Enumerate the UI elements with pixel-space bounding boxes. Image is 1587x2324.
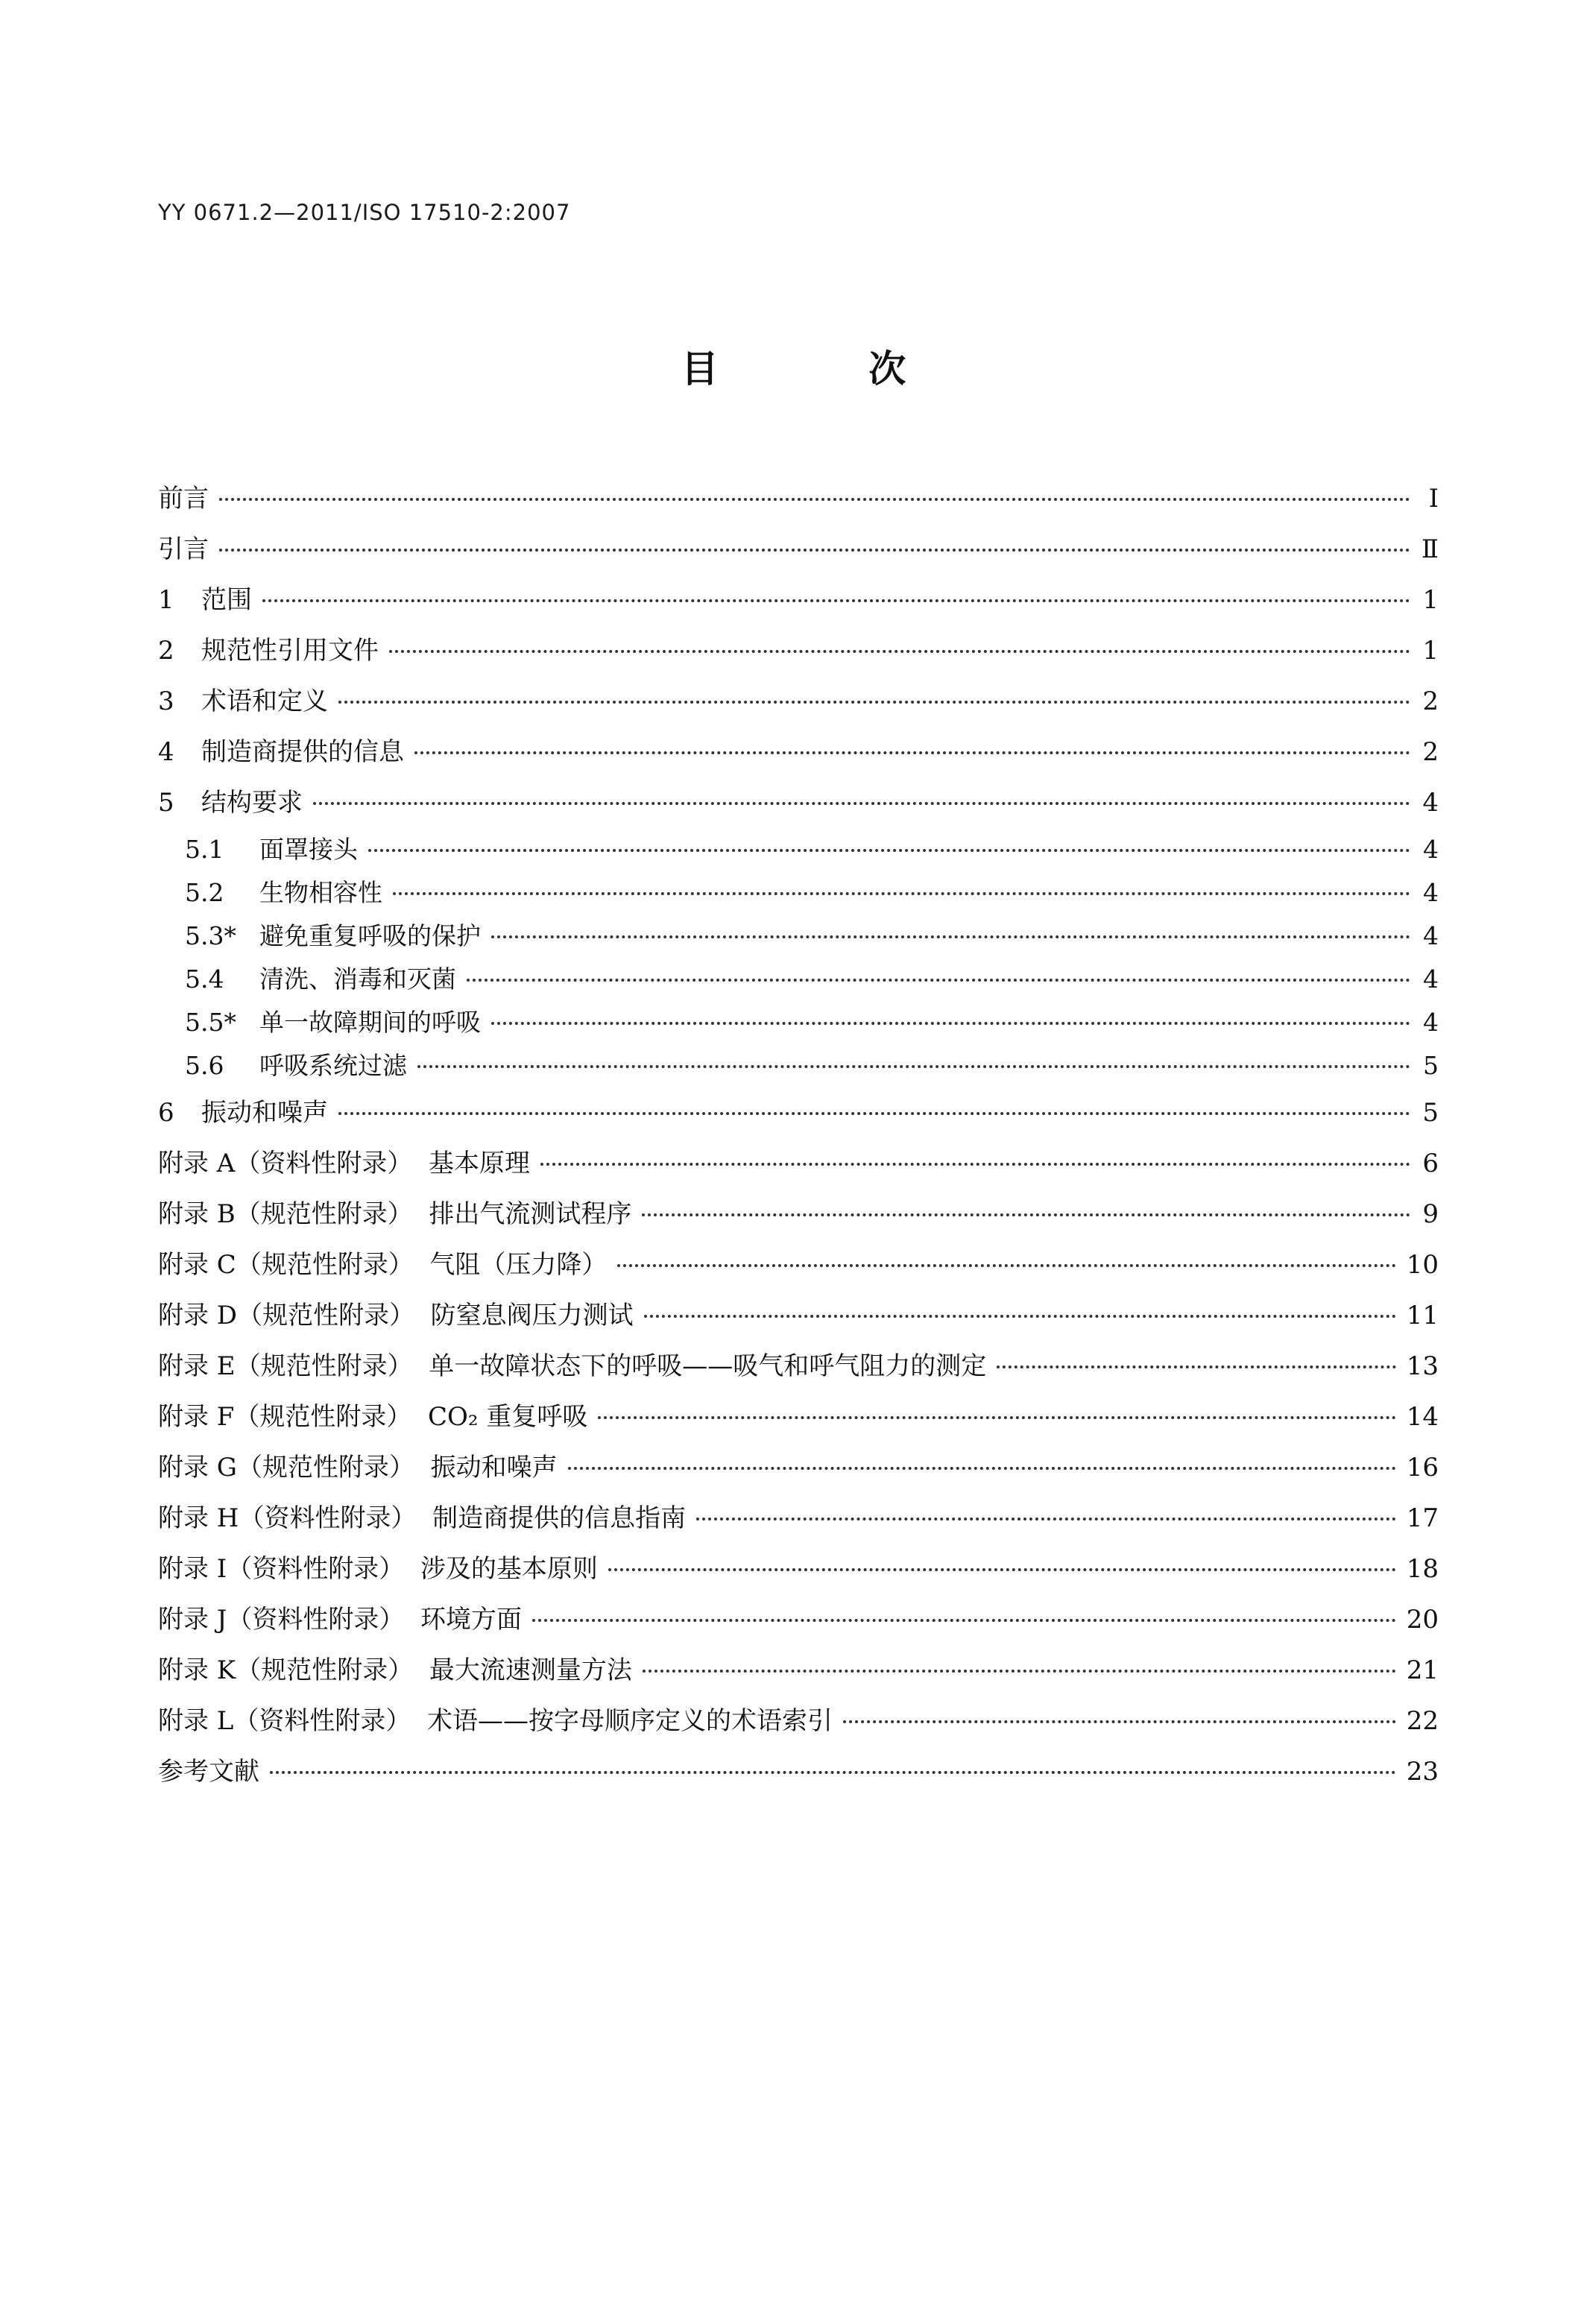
toc-entry[interactable]: [158, 1594, 1439, 1645]
toc-entry-page: 20: [1406, 1605, 1439, 1635]
toc-entry-page: 13: [1406, 1351, 1439, 1381]
toc-entry[interactable]: [158, 1044, 1439, 1087]
toc-entry-label: 术语和定义: [201, 686, 328, 716]
toc-entry[interactable]: [158, 1087, 1439, 1138]
toc-entry-page: 23: [1406, 1757, 1439, 1787]
toc-entry-number: 3: [158, 686, 174, 716]
page-title: 目 次: [681, 347, 975, 391]
toc-entry-number: 5.2: [185, 878, 224, 907]
toc-entry-label: 附录 D（规范性附录） 防窒息阀压力测试: [158, 1301, 634, 1330]
toc-entry[interactable]: [158, 1341, 1439, 1392]
dot-leader: [696, 1518, 1396, 1521]
dot-leader: [219, 549, 1410, 552]
toc-entry-label: 生物相容性: [259, 878, 382, 907]
toc-entry-page: 4: [1423, 878, 1439, 907]
dot-leader: [491, 1022, 1410, 1025]
toc-entry[interactable]: [158, 1746, 1439, 1797]
toc-entry-page: 1: [1422, 585, 1439, 615]
standard-code-header: YY 0671.2—2011/ISO 17510-2:2007: [158, 200, 571, 225]
dot-leader: [417, 1065, 1410, 1068]
dot-leader: [644, 1315, 1396, 1318]
toc-entry-page: Ⅱ: [1421, 534, 1439, 564]
toc-entry[interactable]: [158, 1696, 1439, 1746]
toc-entry[interactable]: [158, 1138, 1439, 1189]
dot-leader: [532, 1619, 1396, 1622]
toc-entry-page: 16: [1406, 1453, 1439, 1483]
dot-leader: [219, 498, 1410, 501]
toc-entry[interactable]: [158, 1645, 1439, 1696]
dot-leader: [467, 979, 1410, 982]
toc-entry-page: 2: [1422, 686, 1439, 716]
toc-entry-number: 5.1: [185, 835, 224, 864]
toc-entry-label: 面罩接头: [259, 835, 358, 864]
toc-entry[interactable]: [158, 777, 1439, 828]
toc-entry-page: 22: [1406, 1706, 1439, 1736]
toc-entry-label: 参考文献: [158, 1757, 259, 1787]
dot-leader: [414, 751, 1410, 754]
toc-entry[interactable]: [158, 1001, 1439, 1044]
toc-entry-page: 4: [1423, 1008, 1439, 1037]
toc-entry[interactable]: [158, 625, 1439, 676]
dot-leader: [389, 650, 1410, 653]
toc-entry[interactable]: [158, 1240, 1439, 1290]
toc-entry-page: 5: [1423, 1051, 1439, 1080]
dot-leader: [338, 701, 1410, 704]
toc-entry-label: 规范性引用文件: [201, 636, 379, 666]
toc-entry-page: 10: [1406, 1250, 1439, 1280]
toc-entry-label: 振动和噪声: [201, 1098, 328, 1128]
dot-leader: [368, 849, 1410, 852]
toc-entry-label: 范围: [201, 585, 252, 615]
dot-leader: [598, 1416, 1395, 1419]
toc-entry-label: 附录 I（资料性附录） 涉及的基本原则: [158, 1554, 598, 1584]
toc-entry-number: 4: [158, 737, 174, 767]
toc-entry[interactable]: [158, 473, 1439, 524]
toc-entry-label: 附录 H（资料性附录） 制造商提供的信息指南: [158, 1503, 687, 1533]
dot-leader: [568, 1467, 1396, 1470]
dot-leader: [997, 1365, 1395, 1368]
dot-leader: [617, 1264, 1395, 1267]
dot-leader: [540, 1163, 1410, 1166]
toc-entry-number: 5.5*: [185, 1008, 236, 1037]
toc-entry-label: 单一故障期间的呼吸: [259, 1008, 481, 1037]
toc-entry-page: 21: [1406, 1655, 1439, 1685]
toc-entry-number: 2: [158, 636, 174, 666]
toc-entry-page: 17: [1406, 1503, 1439, 1533]
toc-entry[interactable]: [158, 1290, 1439, 1341]
toc-entry-label: 附录 C（规范性附录） 气阻（压力降）: [158, 1250, 608, 1280]
toc-entry-page: 6: [1422, 1149, 1439, 1178]
toc-entry-label: 附录 E（规范性附录） 单一故障状态下的呼吸——吸气和呼气阻力的测定: [158, 1351, 987, 1381]
toc-entry[interactable]: [158, 524, 1439, 575]
dot-leader: [643, 1670, 1396, 1673]
toc-entry-page: 4: [1423, 835, 1439, 864]
toc-entry[interactable]: [158, 1544, 1439, 1594]
dot-leader: [262, 599, 1410, 602]
toc-entry[interactable]: [158, 1189, 1439, 1240]
toc-entry-number: 5.3*: [185, 921, 236, 950]
toc-entry[interactable]: [158, 1392, 1439, 1442]
toc-entry-page: 18: [1406, 1554, 1439, 1584]
toc-entry-label: 附录 A（资料性附录） 基本原理: [158, 1149, 530, 1178]
dot-leader: [313, 802, 1410, 805]
toc-entry[interactable]: [158, 871, 1439, 915]
toc-entry-label: 呼吸系统过滤: [259, 1051, 407, 1080]
toc-entry-page: 14: [1406, 1402, 1439, 1432]
toc-entry[interactable]: [158, 727, 1439, 777]
dot-leader: [270, 1771, 1396, 1774]
toc-entry[interactable]: [158, 1493, 1439, 1544]
toc-entry-label: 清洗、消毒和灭菌: [259, 964, 456, 994]
toc-entry-page: 4: [1422, 788, 1439, 818]
toc-entry-label: 附录 L（资料性附录） 术语——按字母顺序定义的术语索引: [158, 1706, 833, 1736]
toc-entry-label: 结构要求: [201, 788, 303, 818]
toc-entry-label: 避免重复呼吸的保护: [259, 921, 481, 950]
toc-entry[interactable]: [158, 575, 1439, 625]
toc-entry[interactable]: [158, 958, 1439, 1001]
toc-entry-page: 5: [1422, 1098, 1439, 1128]
toc-entry-number: 5.6: [185, 1051, 224, 1080]
dot-leader: [338, 1112, 1410, 1115]
toc-entry-page: 4: [1423, 964, 1439, 994]
toc-entry-label: 前言: [158, 484, 209, 514]
toc-entry-page: 9: [1422, 1199, 1439, 1229]
toc-entry-number: 1: [158, 585, 174, 615]
toc-entry[interactable]: [158, 1442, 1439, 1493]
toc-entry-label: 附录 G（规范性附录） 振动和噪声: [158, 1453, 558, 1483]
toc-entry-label: 引言: [158, 534, 209, 564]
dot-leader: [843, 1720, 1396, 1723]
toc-entry-page: Ⅰ: [1428, 484, 1439, 514]
toc-entry-label: 附录 J（资料性附录） 环境方面: [158, 1605, 523, 1635]
toc-entry-label: 附录 K（规范性附录） 最大流速测量方法: [158, 1655, 632, 1685]
dot-leader: [491, 935, 1410, 938]
toc-entry-page: 1: [1422, 636, 1439, 666]
toc-entry-number: 5.4: [185, 964, 224, 994]
toc-entry-page: 4: [1423, 921, 1439, 950]
toc-entry-label: 制造商提供的信息: [201, 737, 404, 767]
toc-entry[interactable]: [158, 915, 1439, 958]
dot-leader: [393, 892, 1410, 895]
toc-entry[interactable]: [158, 828, 1439, 871]
toc-entry[interactable]: [158, 676, 1439, 727]
toc-entry-label: 附录 F（规范性附录） CO₂ 重复呼吸: [158, 1402, 588, 1432]
toc-entry-number: 6: [158, 1098, 174, 1128]
toc-entry-label: 附录 B（规范性附录） 排出气流测试程序: [158, 1199, 632, 1229]
dot-leader: [608, 1568, 1396, 1571]
toc-entry-number: 5: [158, 788, 174, 818]
dot-leader: [642, 1213, 1410, 1216]
toc-entry-page: 2: [1422, 737, 1439, 767]
table-of-contents: [158, 473, 1439, 1797]
toc-entry-page: 11: [1406, 1301, 1439, 1330]
